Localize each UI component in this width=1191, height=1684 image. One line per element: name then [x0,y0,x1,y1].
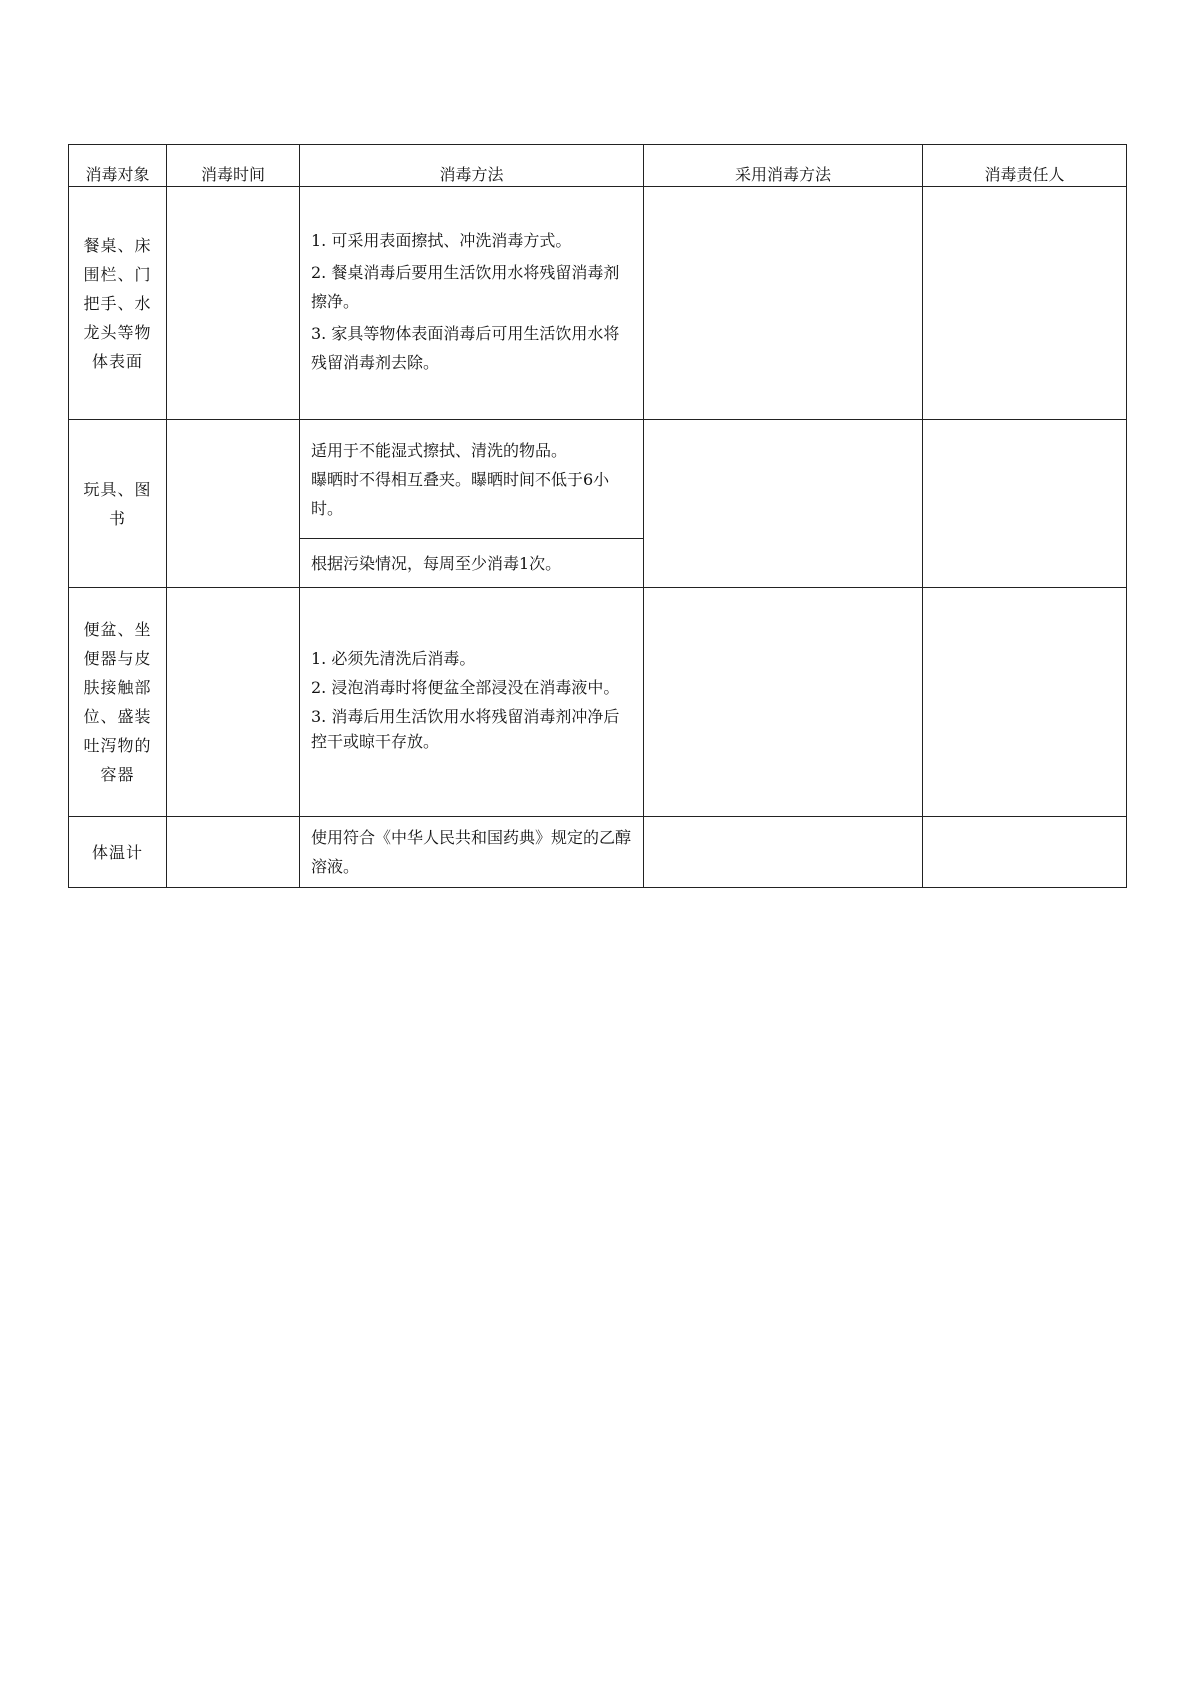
method-list [300,823,643,881]
method-list [300,549,643,578]
cell-adopted-method [644,420,923,588]
header-method: 消毒方法 [300,145,644,187]
cell-adopted-method [644,817,923,888]
table-row [69,588,1127,817]
cell-adopted-method [644,187,923,420]
method-item: 1. 可采用表面擦拭、冲洗消毒方式。 [311,231,572,250]
cell-method [300,420,644,539]
method-item: 使用符合《中华人民共和国药典》规定的乙醇溶液。 [311,828,632,876]
table-row [69,187,1127,420]
method-item: 3. 家具等物体表面消毒后可用生活饮用水将残留消毒剂去除。 [311,324,620,372]
cell-time [167,420,300,588]
cell-object [69,420,167,588]
object-label: 便盆、坐便器与皮肤接触部位、盛装吐泻物的容器 [83,620,152,784]
method-list [300,646,643,754]
header-adopted-method: 采用消毒方法 [644,145,923,187]
method-item: 1. 必须先清洗后消毒。 [311,649,476,668]
cell-adopted-method [644,588,923,817]
cell-method [300,187,644,420]
cell-object [69,588,167,817]
header-time: 消毒时间 [167,145,300,187]
cell-method [300,588,644,817]
object-label: 餐桌、床围栏、门把手、水龙头等物体表面 [83,235,152,371]
object-label: 体温计 [91,842,143,862]
cell-responsible [923,588,1127,817]
cell-time [167,588,300,817]
cell-method [300,817,644,888]
cell-responsible [923,420,1127,588]
table-row [69,420,1127,539]
table-header-row [69,145,1127,187]
object-label: 玩具、图书 [83,479,152,528]
disinfection-table [68,144,1127,888]
cell-object [69,187,167,420]
method-item: 3. 消毒后用生活饮用水将残留消毒剂冲净后控干或晾干存放。 [311,707,620,751]
cell-time [167,187,300,420]
method-item: 2. 餐桌消毒后要用生活饮用水将残留消毒剂擦净。 [311,263,620,311]
cell-responsible [923,187,1127,420]
method-list [300,436,643,523]
cell-time [167,817,300,888]
header-responsible: 消毒责任人 [923,145,1127,187]
method-item: 曝晒时不得相互叠夹。曝晒时间不低于6小时。 [311,469,610,518]
method-item: 2. 浸泡消毒时将便盆全部浸没在消毒液中。 [311,678,620,697]
method-item: 适用于不能湿式擦拭、清洗的物品。 [311,440,568,460]
cell-object [69,817,167,888]
table-row [69,817,1127,888]
cell-responsible [923,817,1127,888]
method-list [300,226,643,377]
cell-method [300,539,644,588]
header-object: 消毒对象 [69,145,167,187]
method-item: 根据污染情况，每周至少消毒1次。 [311,553,562,573]
